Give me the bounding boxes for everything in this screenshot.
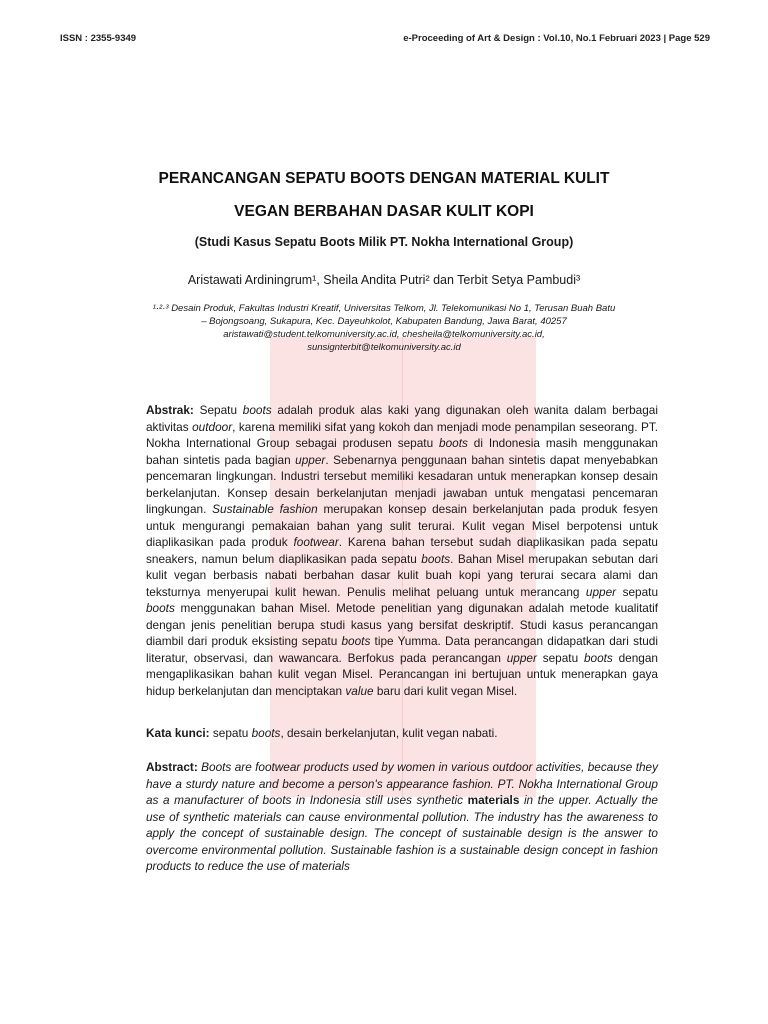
abstract-text: dengan mengaplikasikan bahan kulit vegan Misel. Perancangan ini bertujuan untuk menerapkan gaya hidup berkelanjutan dan menciptakan xyxy=(146,650,658,698)
keywords-label: Kata kunci: xyxy=(146,726,210,740)
abstract-en-label: Abstract: xyxy=(146,760,198,774)
author-affiliation xyxy=(120,302,648,354)
abstract-text: . Bahan Misel merupakan sebutan dari kulit vegan berbasis nabati berbahan dasar kulit buah kopi yang terurai secara alami dan teksturnya menyerupai kulit hewan. Penulis melihat peluang untuk merancang xyxy=(146,551,658,599)
abstract-en-text: in the upper. Actually the use of synthetic materials can cause environmental pollution. The industry has the awareness to apply the concept of sustainable design. The concept of sustainable design is the answer to overcome environmental pollution. Sustainable fashion is a sustainable design concept in fashion products to reduce the use of materials xyxy=(146,793,658,873)
abstract-text: baru dari kulit vegan Misel. xyxy=(373,683,518,698)
keywords xyxy=(146,726,658,740)
abstract-text: tipe Yumma. Data perancangan didapatkan dari studi literatur, observasi, dan wawancara. Berfokus pada perancangan xyxy=(146,634,658,665)
abstract-en-bold: materials xyxy=(467,793,520,807)
abstract-italic: upper xyxy=(585,584,617,599)
journal-info: e-Proceeding of Art & Design : Vol.10, No.1 Februari 2023 | Page 529 xyxy=(403,33,710,44)
abstract-italic: boots xyxy=(439,436,468,450)
paper-title-line2: VEGAN BERBAHAN DASAR KULIT KOPI xyxy=(234,203,534,220)
abstract-italic: Sustainable fashion xyxy=(212,502,318,516)
abstract-text: merupakan konsep desain berkelanjutan pada produk fesyen untuk mengurangi pemakaian bahan yang sulit terurai. Kulit vegan Misel berpotensi untuk diaplikasikan pada produk xyxy=(146,502,658,549)
abstract-italic: boots xyxy=(583,650,613,665)
abstract-indonesian xyxy=(146,402,658,699)
author-emails: sunsignterbit@telkomuniversity.ac.id xyxy=(307,342,461,353)
abstract-italic: footwear xyxy=(293,535,339,549)
affiliation-line: – Bojongsoang, Sukapura, Kec. Dayeuhkolot, Kabupaten Bandung, Jawa Barat, 40257 xyxy=(201,316,567,327)
abstract-italic: boots xyxy=(242,403,272,417)
abstract-text: . Karena bahan tersebut sudah diaplikasikan pada sepatu sneakers, namun belum diaplikasikan pada sepatu xyxy=(146,535,658,566)
abstract-text: . Sebenarnya penggunaan bahan sintetis dapat menyebabkan pencemaran lingkungan. Industri tersebut memiliki kesadaran untuk menerapkan konsep desain berkelanjutan. Konsep desain berkelanjutan menjadi jawaban untuk mengatasi pencemaran lingkungan. xyxy=(146,452,658,516)
issn-label: ISSN : 2355-9349 xyxy=(60,33,137,44)
affiliation-line: ¹·²·³ Desain Produk, Fakultas Industri Kreatif, Universitas Telkom, Jl. Telekomunikasi No 1, Terusan Buah Batu xyxy=(152,303,616,314)
abstract-text: di Indonesia masih menggunakan bahan sintetis pada bagian xyxy=(146,436,658,467)
paper-title-line1: PERANCANGAN SEPATU BOOTS DENGAN MATERIAL KULIT xyxy=(158,170,610,187)
abstract-text: sepatu xyxy=(536,650,584,665)
abstract-italic: upper xyxy=(506,650,537,665)
abstract-italic: boots xyxy=(421,551,451,566)
paper-authors: Aristawati Ardiningrum¹, Sheila Andita Putri² dan Terbit Setya Pambudi³ xyxy=(187,273,581,287)
abstract-text: , karena memiliki sifat yang kokoh dan menjadi mode penampilan seseorang. PT. Nokha International Group sebagai produsen sepatu xyxy=(146,419,658,450)
keywords-text: , desain berkelanjutan, kulit vegan nabati. xyxy=(280,726,498,740)
paper-subtitle: (Studi Kasus Sepatu Boots Milik PT. Nokha International Group) xyxy=(194,235,574,249)
abstract-italic: outdoor xyxy=(192,419,233,434)
abstract-italic: boots xyxy=(341,634,371,648)
abstract-text: adalah produk alas kaki yang digunakan oleh wanita dalam berbagai aktivitas xyxy=(146,403,658,434)
abstract-text: menggunakan bahan Misel. Metode penelitian yang digunakan adalah metode kualitatif dengan jenis penelitian berupa studi kasus yang bersifat deskriptif. Studi kasus perancangan diambil dari produk eksisting sepatu xyxy=(146,601,658,648)
author-emails: aristawati@student.telkomuniversity.ac.id, chesheila@telkomuniversity.ac.id, xyxy=(223,329,545,340)
keywords-text: sepatu xyxy=(209,726,252,740)
abstract-text: sepatu xyxy=(616,584,659,599)
abstract-text: Sepatu xyxy=(193,403,243,417)
abstract-english xyxy=(146,759,658,875)
abstract-italic: boots xyxy=(146,601,175,615)
abstract-italic: upper xyxy=(295,452,326,467)
abstract-italic: value xyxy=(345,683,374,698)
keywords-italic: boots xyxy=(251,726,281,740)
abstract-label: Abstrak: xyxy=(146,403,194,417)
abstract-en-text: Boots are footwear products used by women in various outdoor activities, because they have a sturdy nature and become a person's appearance fashion. PT. Nokha International Group as a manufacturer of boots in Indonesia still uses synthetic xyxy=(146,760,658,807)
